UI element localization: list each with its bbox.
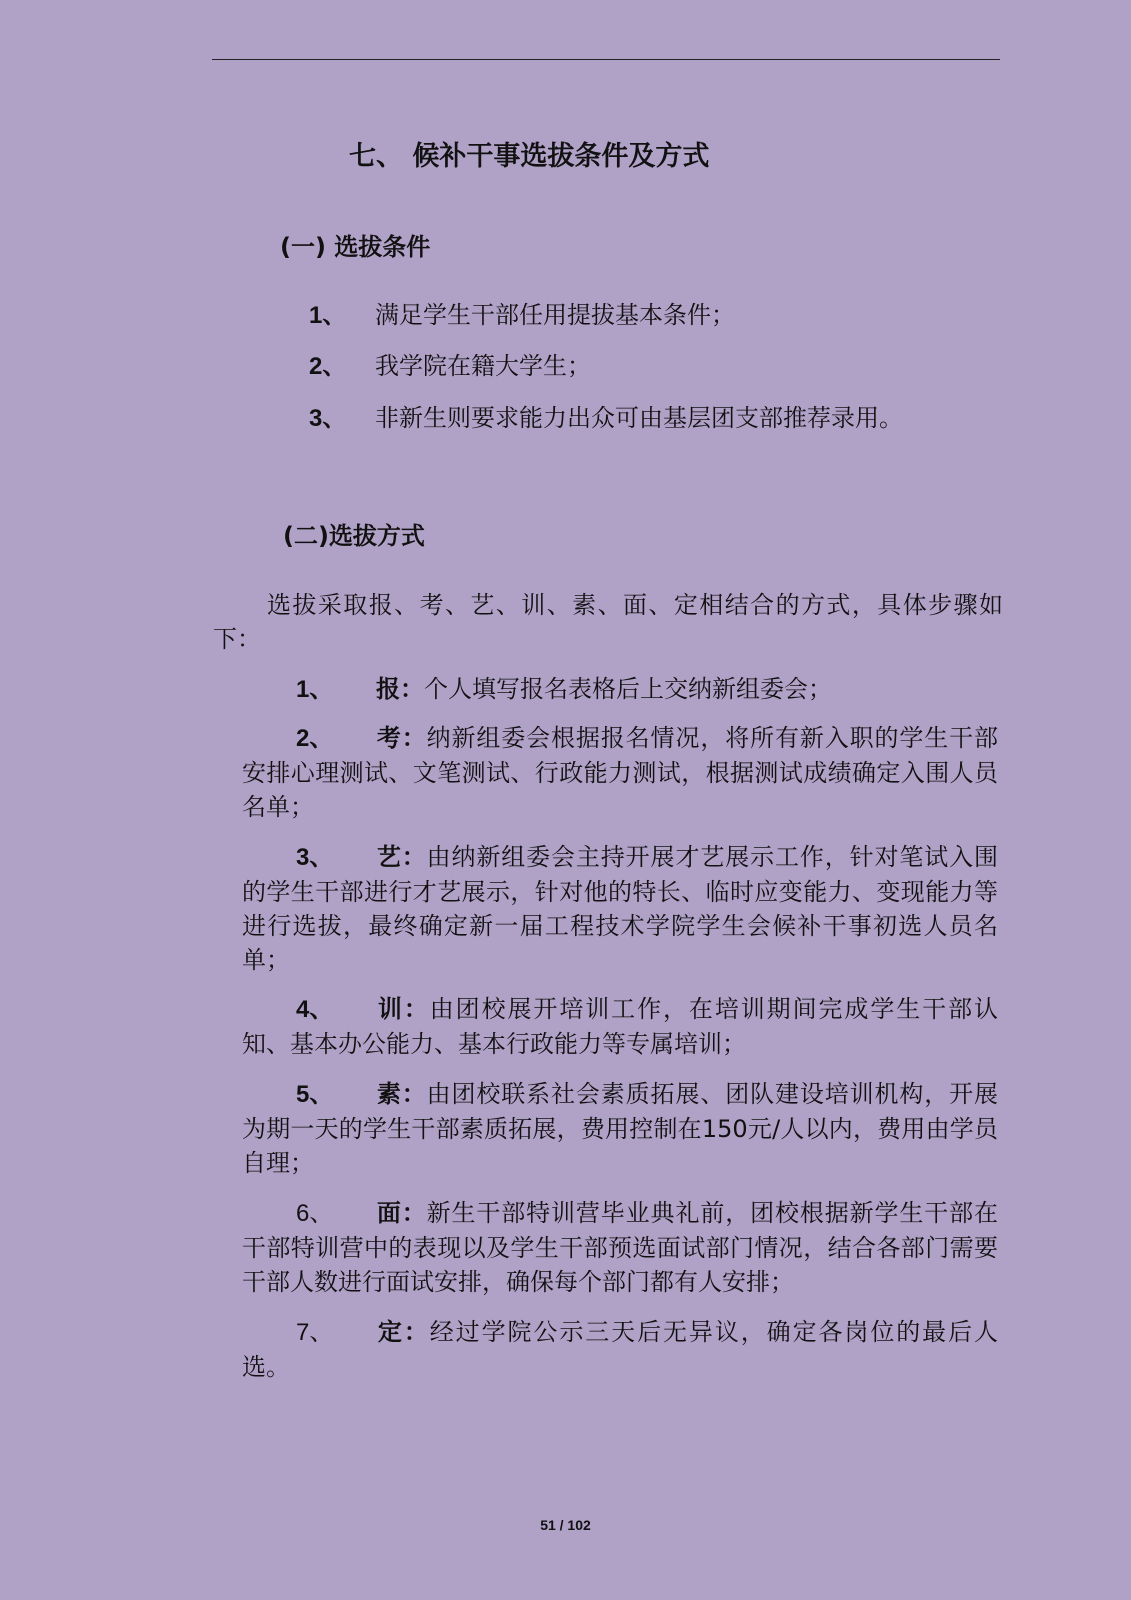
step-number: 4、 — [296, 996, 334, 1023]
step-number: 5、 — [296, 1081, 334, 1108]
methods-intro: 选拔采取报、考、艺、训、素、面、定相结合的方式，具体步骤如下： — [213, 591, 1003, 653]
condition-item — [309, 398, 1009, 432]
step-text: 由纳新组委会主持开展才艺展示工作，针对笔试入围的学生干部进行才艺展示，针对他的特长、临时应变能力、变现能力等进行选拔，最终确定新一届工程技术学院学生会候补干事初选人员名单； — [242, 843, 998, 974]
condition-number: 3、 — [309, 405, 347, 432]
header-rule — [212, 59, 1000, 60]
step-number: 6、 — [296, 1200, 334, 1227]
page-number: 51 / 102 — [540, 1517, 591, 1533]
step-item — [242, 840, 998, 977]
step-keyword: 面： — [376, 1199, 427, 1227]
step-text: 个人填写报名表格后上交纳新组委会； — [424, 675, 832, 703]
step-number: 2、 — [296, 725, 334, 752]
condition-text: 我学院在籍大学生； — [375, 352, 591, 380]
step-keyword: 训： — [376, 995, 430, 1023]
condition-number: 1、 — [309, 302, 347, 329]
step-item — [242, 1196, 998, 1299]
section-heading-conditions: (一) 选拔条件 — [280, 233, 431, 261]
step-text: 新生干部特训营毕业典礼前，团校根据新学生干部在干部特训营中的表现以及学生干部预选面试部门情况，结合各部门需要干部人数进行面试安排，确保每个部门都有人安排； — [242, 1199, 998, 1296]
condition-text: 非新生则要求能力出众可由基层团支部推荐录用。 — [375, 404, 903, 432]
step-item — [242, 992, 998, 1061]
step-text: 由团校联系社会素质拓展、团队建设培训机构，开展为期一天的学生干部素质拓展，费用控制在150元/人以内，费用由学员自理； — [242, 1080, 998, 1177]
step-item — [242, 1315, 998, 1384]
step-keyword: 素： — [376, 1080, 427, 1108]
step-keyword: 定： — [376, 1318, 430, 1346]
step-number: 1、 — [296, 676, 334, 703]
condition-item — [309, 295, 1009, 329]
condition-number: 2、 — [309, 353, 347, 380]
condition-text: 满足学生干部任用提拔基本条件； — [375, 301, 735, 329]
step-keyword: 报： — [376, 675, 424, 703]
step-number: 7、 — [296, 1319, 334, 1346]
step-keyword: 考： — [376, 724, 427, 752]
step-text: 由团校展开培训工作，在培训期间完成学生干部认知、基本办公能力、基本行政能力等专属培训； — [242, 995, 998, 1058]
section-heading-methods: (二)选拔方式 — [283, 522, 425, 550]
chapter-title: 七、 候补干事选拔条件及方式 — [349, 141, 710, 172]
step-text: 纳新组委会根据报名情况，将所有新入职的学生干部安排心理测试、文笔测试、行政能力测试，根据测试成绩确定入围人员名单； — [242, 724, 998, 821]
step-number: 3、 — [296, 844, 334, 871]
step-keyword: 艺： — [376, 843, 427, 871]
step-item — [242, 672, 998, 707]
step-item — [242, 721, 998, 824]
step-text: 经过学院公示三天后无异议，确定各岗位的最后人选。 — [242, 1318, 998, 1381]
condition-item — [309, 346, 1009, 380]
step-item — [242, 1077, 998, 1180]
